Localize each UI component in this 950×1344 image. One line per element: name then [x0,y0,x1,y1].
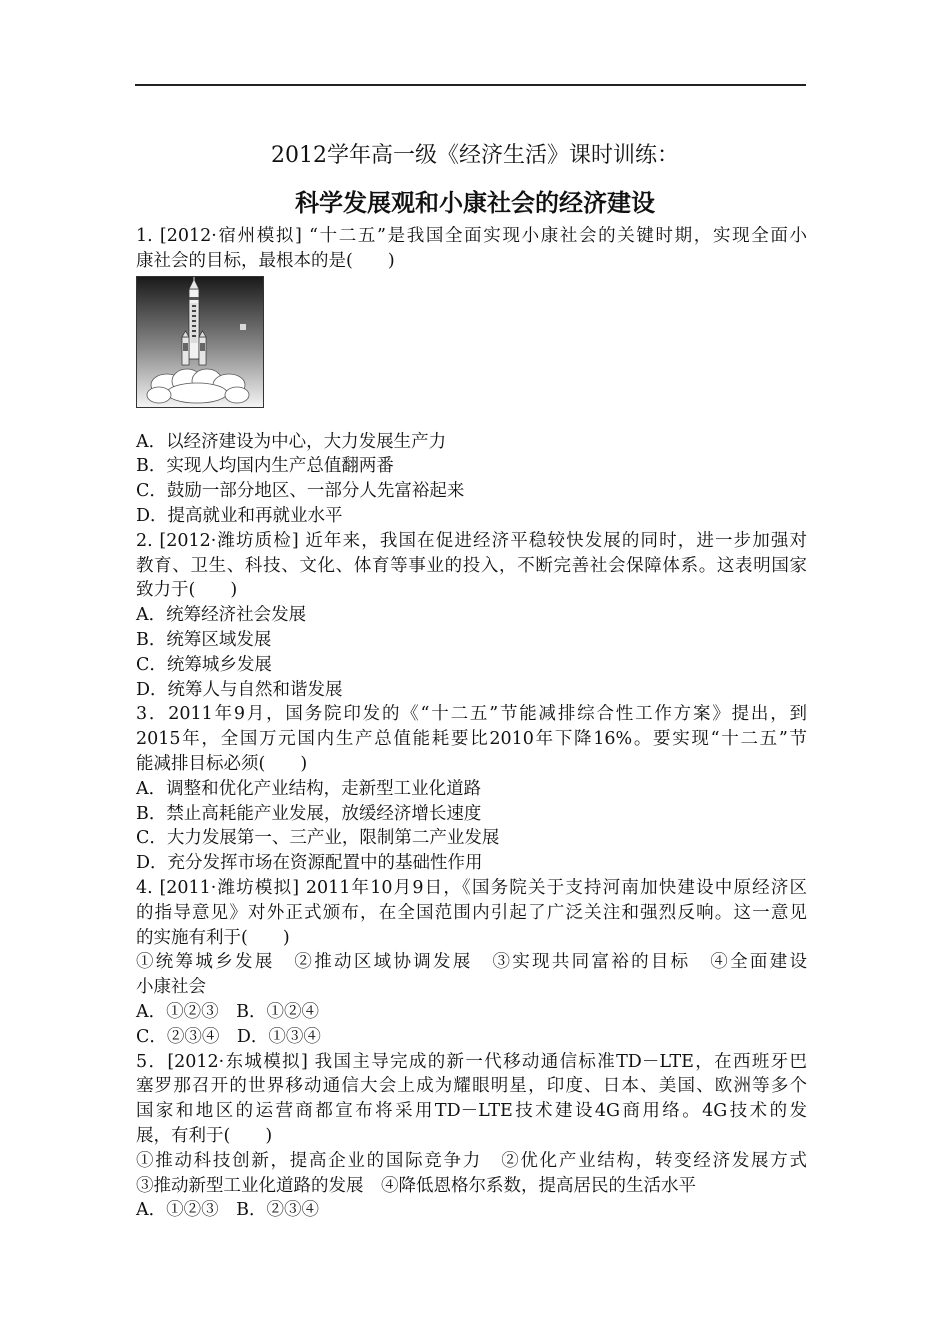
question-2-option-a: A．统筹经济社会发展 [136,605,307,626]
page-title: 2012学年高一级《经济生活》课时训练： [271,143,679,168]
question-4-statements-line: ①统筹城乡发展 ②推动区域协调发展 ③实现共同富裕的目标 ④全面建设 [136,952,807,973]
question-4-stem-line: 的实施有利于( ) [136,927,290,948]
question-5-options-line: A．①②③ B．②③④ [136,1200,319,1221]
question-4-stem-line: 4. [2011·潍坊模拟] 2011年10月9日，《国务院关于支持河南加快建设中原经济区 [136,877,807,898]
question-3-option-c: C．大力发展第一、三产业，限制第二产业发展 [136,828,500,849]
question-2-option-c: C．统筹城乡发展 [136,654,272,675]
page-subtitle: 科学发展观和小康社会的经济建设 [295,188,655,217]
question-5-stem-line: 国家和地区的运营商都宣布将采用TD－LTE技术建设4G商用络。4G技术的发 [136,1101,807,1122]
question-4-statements-line: 小康社会 [136,977,206,998]
question-5-statements-line: ③推动新型工业化道路的发展 ④降低恩格尔系数，提高居民的生活水平 [136,1175,696,1196]
question-5-stem-line: 展，有利于( ) [136,1125,273,1146]
question-1-option-d: D．提高就业和再就业水平 [136,505,343,526]
question-1-option-b: B．实现人均国内生产总值翻两番 [136,456,394,477]
question-1-option-c: C．鼓励一部分地区、一部分人先富裕起来 [136,481,465,502]
question-5-statements-line: ①推动科技创新，提高企业的国际竞争力 ②优化产业结构，转变经济发展方式 [136,1150,807,1171]
question-3-option-b: B．禁止高耗能产业发展，放缓经济增长速度 [136,803,482,824]
question-3-stem-line: 3．2011年9月，国务院印发的《“十二五”节能减排综合性工作方案》提出，到 [136,704,807,725]
question-4-options-line: A．①②③ B．①②④ [136,1001,319,1022]
question-1-stem-line: 1. [2012·宿州模拟] “十二五”是我国全面实现小康社会的关键时期，实现全面小 [136,226,807,246]
question-3-stem-line: 能减排目标必须( ) [136,753,308,774]
question-2-stem-line: 致力于( ) [136,580,238,601]
question-3-option-d: D．充分发挥市场在资源配置中的基础性作用 [136,853,483,874]
rocket-cartoon-image [136,276,264,408]
question-2-stem-line: 教育、卫生、科技、文化、体育等事业的投入，不断完善社会保障体系。这表明国家 [136,555,807,576]
question-5-stem-line: 5．[2012·东城模拟] 我国主导完成的新一代移动通信标准TD－LTE，在西班牙巴 [136,1051,807,1072]
question-4-options-line: C．②③④ D．①③④ [136,1026,321,1047]
question-3-option-a: A．调整和优化产业结构，走新型工业化道路 [136,778,482,799]
question-list [136,224,807,1223]
question-1-stem-line: 康社会的目标，最根本的是( ) [136,250,395,271]
question-2-option-d: D．统筹人与自然和谐发展 [136,679,343,700]
question-3-stem-line: 2015年，全国万元国内生产总值能耗要比2010年下降16%。要实现“十二五”节 [136,729,807,750]
question-2-option-b: B．统筹区域发展 [136,629,272,650]
question-2-stem-line: 2. [2012·潍坊质检] 近年来，我国在促进经济平稳较快发展的同时，进一步加强对 [136,530,807,551]
question-5-stem-line: 塞罗那召开的世界移动通信大会上成为耀眼明星，印度、日本、美国、欧洲等多个 [136,1076,807,1097]
question-4-stem-line: 的指导意见》对外正式颁布，在全国范围内引起了广泛关注和强烈反响。这一意见 [136,902,807,923]
header-rule [135,84,806,86]
question-1-option-a: A．以经济建设为中心，大力发展生产力 [136,431,447,452]
